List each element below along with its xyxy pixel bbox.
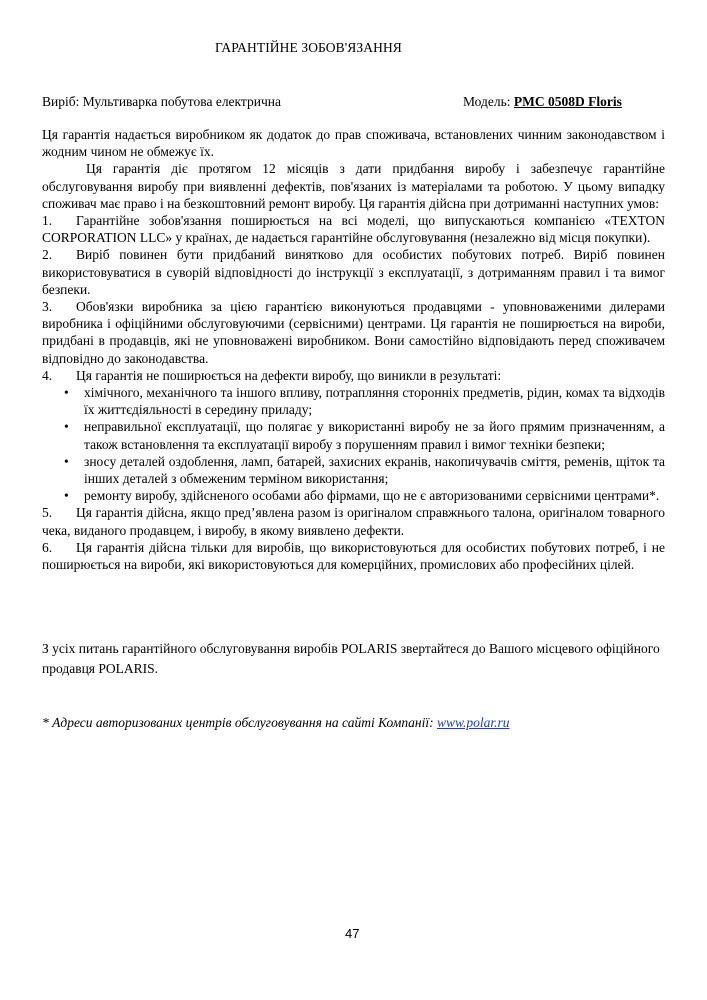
condition-item [42, 212, 665, 246]
product-label: Виріб: Мультиварка побутова електрична [42, 94, 281, 109]
defect-item: • ремонту виробу, здійсненого особами або фірмами, що не є авторизованими сервісними центрами*. [42, 487, 665, 504]
defect-item: • зносу деталей оздоблення, ламп, батарей, захисних екранів, накопичувачів сміття, ременів, щіток та інших деталей з обмеженим терміном використання; [42, 453, 665, 487]
condition-item [42, 246, 665, 298]
product-line [42, 94, 665, 110]
defects-list [42, 384, 665, 504]
footnote [42, 715, 665, 731]
condition-item [42, 539, 665, 573]
condition-number: 4. [42, 367, 53, 383]
intro-paragraph-terms: Ця гарантія діє протягом 12 місяців з дати придбання виробу і забезпечує гарантійне обслуговування виробу при виявленні дефектів, пов'язаних із матеріалами та роботою. У цьому випадку споживач має право і на безкоштовний ремонт виробу. Ця гарантія дійсна при дотриманні наступних умов: [42, 161, 665, 211]
contact-paragraph: З усіх питань гарантійного обслуговування виробів POLARIS звертайтеся до Вашого місцевого офіційного продавця POLARIS. [42, 641, 660, 676]
intro-paragraph: Ця гарантія надається виробником як додаток до прав споживача, встановлених чинним законодавством і жодним чином не обмежує їх. [42, 127, 665, 160]
condition-item [42, 298, 665, 367]
page-title: ГАРАНТІЙНЕ ЗОБОВ'ЯЗАННЯ [215, 40, 402, 55]
condition-text: Гарантійне зобов'язання поширюється на всі моделі, що випускаються компанією «TEXTON CORPORATION LLC» у країнах, де надається гарантійне обслуговування (незалежно від місця покупки). [42, 213, 665, 246]
condition-text: Ця гарантія не поширюється на дефекти виробу, що виникли в результаті: [76, 367, 502, 383]
condition-text: Обов'язки виробника за цією гарантією виконуються продавцями - уповноваженими дилерами виробника і офіційними обслуговуючими (сервісними) центрами. Ця гарантія не поширюється на вироби, придбані в продавців, які не уповноважені виробником. Вони самостійно відповідають перед споживачем відповідно до законодавства. [42, 299, 665, 366]
condition-number: 2. [42, 247, 53, 263]
footnote-text: * Адреси авторизованих центрів обслуговування на сайті Компанії: [42, 715, 437, 730]
condition-number: 5. [42, 505, 53, 521]
condition-item [42, 504, 665, 538]
defect-item: • неправильної експлуатації, що полягає у використанні виробу не за його прямим призначенням, а також встановлення та експлуатації виробу з порушенням правил і вимог техніки безпеки; [42, 418, 665, 452]
model-value: PMC 0508D Floris [513, 94, 622, 109]
model-label: Модель: [463, 94, 514, 109]
condition-number: 1. [42, 213, 53, 229]
website-link[interactable]: www.polar.ru [436, 715, 510, 730]
condition-text: Виріб повинен бути придбаний винятково для особистих побутових потреб. Виріб повинен використовуватися в суворій відповідності до інструкції з експлуатації, з дотриманням правил і та вимог безпеки. [42, 247, 665, 297]
defect-item: • хімічного, механічного та іншого впливу, потрапляння сторонніх предметів, рідин, комах та відходів їх життєдіяльності в середину приладу; [42, 384, 665, 418]
condition-number: 6. [42, 539, 53, 555]
condition-item [42, 367, 665, 384]
condition-text: Ця гарантія дійсна тільки для виробів, що використовуються для особистих побутових потреб, і не поширюється на вироби, які використовуються для комерційних, промислових або професійних цілей. [42, 539, 665, 573]
model-info [463, 94, 622, 110]
page-number: 47 [345, 926, 360, 941]
warranty-body [42, 126, 665, 573]
condition-text: Ця гарантія дійсна, якщо пред’явлена разом із оригіналом справжнього талона, оригіналом товарного чека, виданого продавцем, і виробу, в якому виявлено дефекти. [42, 505, 665, 538]
condition-number: 3. [42, 299, 53, 315]
